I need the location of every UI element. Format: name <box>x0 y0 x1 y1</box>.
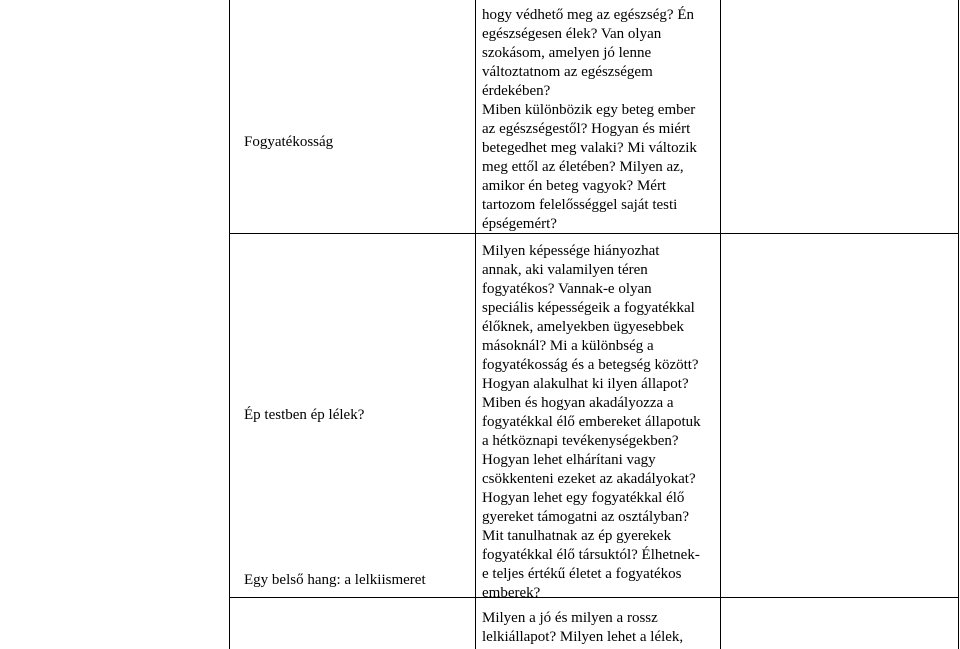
text-line: csökkenteni ezeket az akadályokat? <box>482 471 696 487</box>
text-line: lelkiállapot? Milyen lehet a lélek, <box>482 629 684 645</box>
text-line: épségemért? <box>482 216 557 232</box>
text-line: amikor én beteg vagyok? Mért <box>482 178 667 194</box>
table-border-left <box>229 0 230 649</box>
topic-cell-2 <box>244 406 364 425</box>
text-line: meg ettől az életében? Milyen az, <box>482 159 684 175</box>
text-line: hogy védhető meg az egészség? Én <box>482 7 694 23</box>
text-line: szokásom, amelyen jó lenne <box>482 45 652 61</box>
text-line: másoknál? Mi a különbség a <box>482 338 654 354</box>
question-cell-3 <box>482 609 683 647</box>
topic-label: Ép testben ép lélek? <box>244 407 365 423</box>
text-line: élőknek, amelyekben ügyesebbek <box>482 319 685 335</box>
text-line: speciális képességeik a fogyatékkal <box>482 300 695 316</box>
column-divider-2 <box>720 0 721 649</box>
text-line: Hogyan lehet elhárítani vagy <box>482 452 656 468</box>
text-line: Milyen a jó és milyen a rossz <box>482 610 658 626</box>
text-line: az egészségestől? Hogyan és miért <box>482 121 691 137</box>
question-cell-1 <box>482 6 697 234</box>
text-line: e teljes értékű életet a fogyatékos <box>482 566 682 582</box>
text-line: gyereket támogatni az osztályban? <box>482 509 689 525</box>
topic-label: Egy belső hang: a lelkiismeret <box>244 572 426 588</box>
topic-label: Fogyatékosság <box>244 134 334 150</box>
text-line: fogyatékkal élő embereket állapotuk <box>482 414 701 430</box>
text-line: a hétköznapi tevékenységekben? <box>482 433 679 449</box>
text-line: változtatnom az egészségem <box>482 64 653 80</box>
question-cell-2 <box>482 242 701 603</box>
text-line: fogyatékkal élő társuktól? Élhetnek- <box>482 547 700 563</box>
topic-cell-3 <box>244 571 426 590</box>
text-line: fogyatékosság és a betegség között? <box>482 357 699 373</box>
text-line: annak, aki valamilyen téren <box>482 262 648 278</box>
topic-cell-1 <box>244 133 333 152</box>
text-line: Mit tanulhatnak az ép gyerekek <box>482 528 672 544</box>
text-line: Hogyan alakulhat ki ilyen állapot? <box>482 376 689 392</box>
text-line: érdekében? <box>482 83 551 99</box>
table-border-right <box>958 0 959 649</box>
column-divider-1 <box>475 0 476 649</box>
text-line: Hogyan lehet egy fogyatékkal élő <box>482 490 685 506</box>
text-line: tartozom felelősséggel saját testi <box>482 197 678 213</box>
text-line: betegedhet meg valaki? Mi változik <box>482 140 697 156</box>
text-line: egészségesen élek? Van olyan <box>482 26 662 42</box>
text-line: Milyen képessége hiányozhat <box>482 243 660 259</box>
text-line: emberek? <box>482 585 541 601</box>
text-line: fogyatékos? Vannak-e olyan <box>482 281 652 297</box>
text-line: Miben különbözik egy beteg ember <box>482 102 696 118</box>
text-line: Miben és hogyan akadályozza a <box>482 395 674 411</box>
